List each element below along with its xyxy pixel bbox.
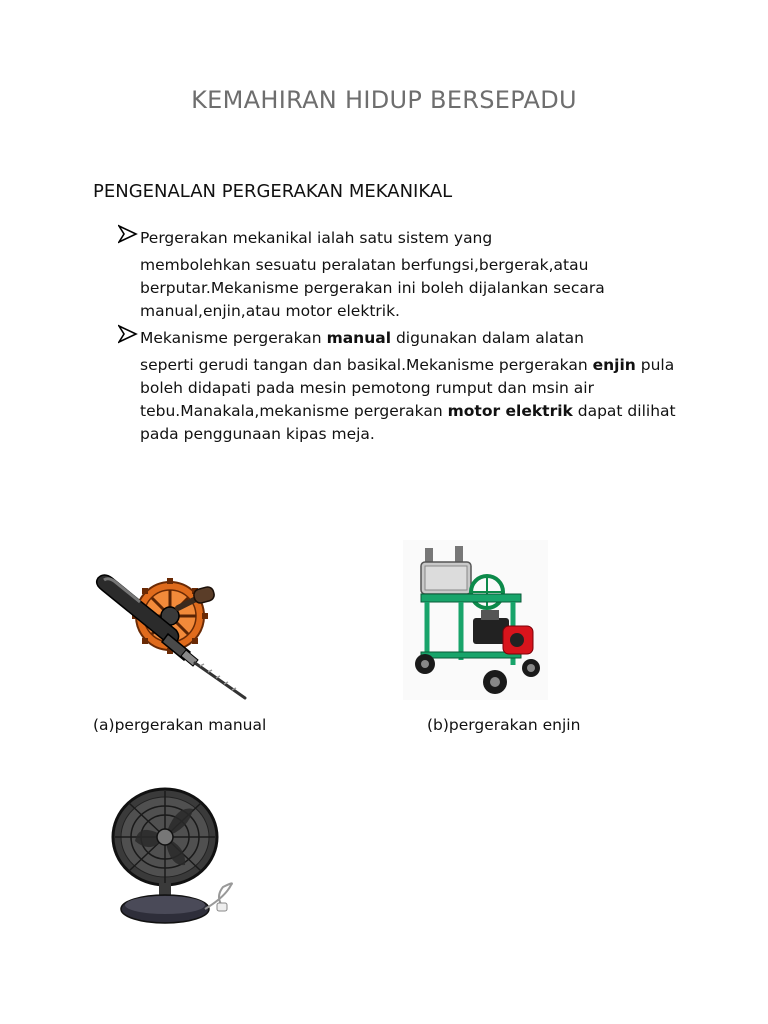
keyword-enjin: enjin bbox=[592, 356, 636, 374]
keyword-motor-elektrik: motor elektrik bbox=[447, 402, 573, 420]
desk-fan-icon bbox=[105, 785, 240, 930]
bullet-item-2 bbox=[118, 327, 678, 446]
sugarcane-machine-icon bbox=[403, 540, 548, 700]
arrow-bullet-icon bbox=[118, 223, 138, 245]
arrow-bullet-icon bbox=[118, 323, 138, 345]
section-heading: PENGENALAN PERGERAKAN MEKANIKAL bbox=[93, 181, 453, 202]
bullet-item-1 bbox=[118, 227, 678, 323]
hand-drill-icon bbox=[90, 568, 250, 703]
figure-b-caption: (b)pergerakan enjin bbox=[427, 716, 581, 734]
bullet-2-text-part: seperti gerudi tangan dan basikal.Mekanisme pergerakan bbox=[140, 356, 593, 374]
bullet-2-text-part: Mekanisme pergerakan bbox=[140, 329, 327, 347]
bullet-1-text: membolehkan sesuatu peralatan berfungsi,bergerak,atau berputar.Mekanisme pergerakan ini boleh dijalankan secara manual,enjin,atau motor elektrik. bbox=[140, 256, 605, 320]
bullet-2-text-part: pula boleh didapati pada mesin pemotong rumput dan msin air tebu.Manakala,mekanisme pergerakan bbox=[140, 356, 675, 420]
keyword-manual: manual bbox=[326, 329, 392, 347]
bullet-2-text-part: digunakan dalam alatan bbox=[391, 329, 584, 347]
page-title: KEMAHIRAN HIDUP BERSEPADU bbox=[191, 86, 577, 114]
bullet-2-first-line bbox=[118, 327, 678, 350]
bullet-1-first-line: Pergerakan mekanikal ialah satu sistem yang bbox=[140, 229, 493, 247]
bullet-2-text bbox=[118, 354, 678, 446]
figure-a-caption: (a)pergerakan manual bbox=[93, 716, 267, 734]
bullet-2-text-part: dapat dilihat pada penggunaan kipas meja. bbox=[140, 402, 676, 443]
